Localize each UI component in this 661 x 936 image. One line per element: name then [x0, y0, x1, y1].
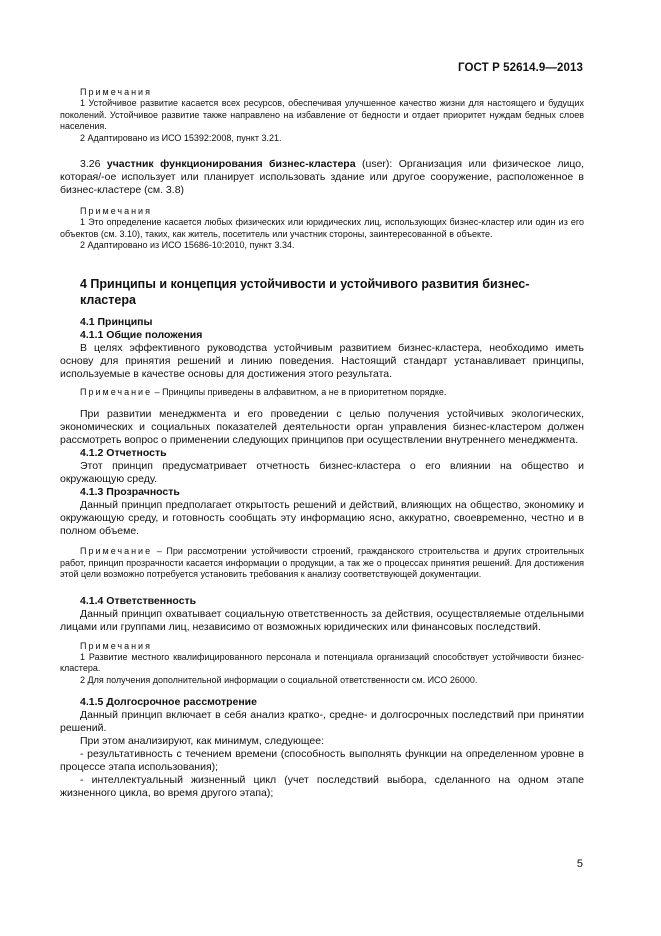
term-definition-text: (user): Организация или физическое лицо, которая/-ое использует или планирует использовать здание или другое сооружение, расположенное в бизнес-кластере (см. 3.8)	[60, 158, 584, 196]
note-label: Примечание	[80, 546, 153, 556]
term-definition-3-26	[60, 158, 584, 197]
note-text: – При рассмотрении устойчивости строений, гражданского строительства и других строительных работ, принцип прозрачности касается информации о продукции, а так же о процессах принятия решений. Для достижения этой цели возможно потребуется установить требования к анализу соответствующей документации.	[60, 546, 584, 579]
note-item: 2 Адаптировано из ИСО 15392:2008, пункт 3.21.	[80, 132, 282, 143]
paragraph: Данный принцип включает в себя анализ кратко-, средне- и долгосрочных последствий при принятии решений.	[60, 709, 584, 734]
paragraph: При этом анализируют, как минимум, следующее:	[80, 735, 325, 747]
term-name: участник функционирования бизнес-кластера	[106, 158, 356, 170]
paragraph: Данный принцип охватывает социальную ответственность за действия, осуществляемые отдельными лицами или группами лиц, независимо от возможных юридических или финансовых последствий.	[60, 607, 584, 633]
page-number: 5	[576, 858, 583, 870]
term-number: 3.26	[80, 158, 101, 170]
note-item: 2 Для получения дополнительной информации о социальной ответственности см. ИСО 26000.	[80, 674, 478, 685]
note-text: – Принципы приведены в алфавитном, а не в приоритетном порядке.	[152, 386, 447, 397]
inline-note	[60, 387, 584, 399]
list-item: - результативность с течением времени (способность выполнять функции на определенном уровне в процессе этапа использования);	[60, 748, 584, 773]
notes-label: Примечания	[80, 640, 152, 651]
subsection-title: 4.1.2 Отчетность	[80, 447, 167, 459]
document-code: ГОСТ Р 52614.9—2013	[458, 62, 583, 74]
note-item: 2 Адаптировано из ИСО 15686-10:2010, пункт 3.34.	[80, 240, 295, 250]
subsection-title: 4.1 Принципы	[80, 315, 153, 328]
note-item: 1 Устойчивое развитие касается всех ресурсов, обеспечивая улучшенное качество жизни для настоящего и будущих поколений. Устойчивое развитие также направлено на избавление от бедности и отдает приоритет нуждам бедных слоев населения.	[60, 98, 584, 131]
subsection-title: 4.1.4 Ответственность	[80, 594, 197, 607]
paragraph: Данный принцип предполагает открытость решений и действий, влияющих на общество, экономику и окружающую среду, и готовность сообщать эту информацию ясно, аккуратно, своевременно, честно и в полном объеме.	[60, 499, 584, 537]
note-label: Примечание	[80, 386, 153, 397]
page-content	[60, 86, 584, 800]
subsection-title: 4.1.3 Прозрачность	[80, 486, 180, 498]
note-item: 1 Это определение касается любых физических или юридических лиц, использующих бизнес-кластер или один из его объектов (см. 3.10), таких, как житель, посетитель или участник стороны, заинтересованной в объекте.	[60, 217, 584, 239]
paragraph: В целях эффективного руководства устойчивым развитием бизнес-кластера, необходимо иметь основу для принятия решений и линию поведения. Настоящий стандарт устанавливает принципы, используемые в качестве основы для достижения этого результата.	[60, 341, 584, 380]
inline-note	[60, 546, 584, 581]
notes-label: Примечания	[80, 87, 152, 97]
note-item: 1 Развитие местного квалифицированного персонала и потенциала организаций способствует устойчивости бизнес-кластера.	[60, 651, 584, 673]
paragraph: При развитии менеджмента и его проведении с целью получения устойчивых экологических, экономических и социальных показателей деятельности орган управления бизнес-кластером должен рассмотреть вопрос о применении следующих принципов при осуществлении внутреннего менеджмента.	[60, 408, 584, 446]
section-title: 4 Принципы и концепция устойчивости и устойчивого развития бизнес-кластера	[80, 276, 530, 307]
subsection-title: 4.1.1 Общие положения	[80, 328, 203, 341]
notes-label: Примечания	[80, 206, 152, 216]
paragraph: Этот принцип предусматривает отчетность бизнес-кластера о его влиянии на общество и окружающую среду.	[60, 460, 584, 485]
list-item: - интеллектуальный жизненный цикл (учет последствий выбора, сделанного на одном этапе жизненного цикла, во время другого этапа);	[60, 774, 584, 799]
subsection-title: 4.1.5 Долгосрочное рассмотрение	[80, 696, 257, 708]
